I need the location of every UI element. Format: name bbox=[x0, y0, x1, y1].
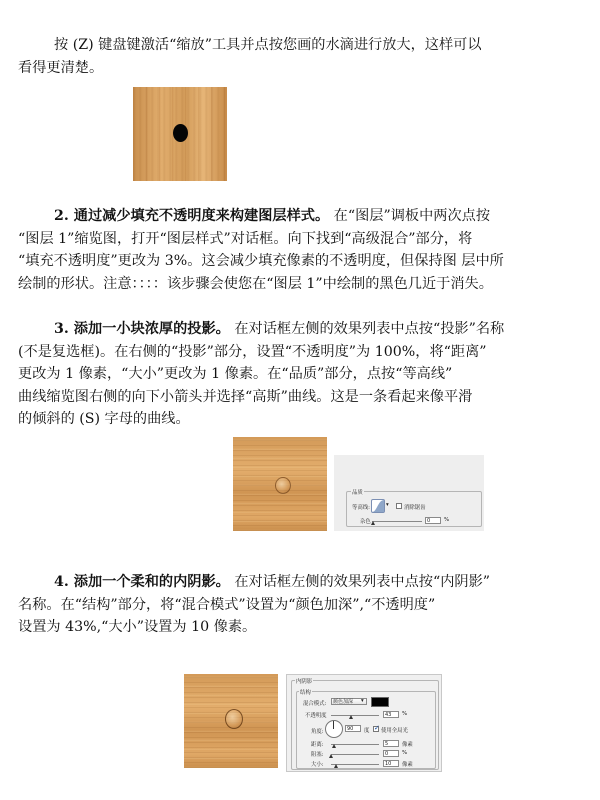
step2-paragraph bbox=[18, 205, 584, 295]
distance-label: 距离: bbox=[311, 742, 324, 748]
opacity-input[interactable]: 43 bbox=[383, 711, 399, 718]
contour-label: 等高线: bbox=[352, 505, 370, 511]
angle-input[interactable]: 90 bbox=[345, 725, 361, 732]
blend-mode-select[interactable]: 颜色加深 bbox=[331, 698, 367, 705]
angle-dial-needle bbox=[333, 721, 334, 729]
step3-line-3: 更改为 1 像素，“大小”更改为 1 像素。在“品质”部分，点按“等高线” bbox=[18, 366, 453, 383]
noise-slider[interactable] bbox=[372, 521, 422, 522]
step3-line-4: 曲线缩览图右侧的向下小箭头并选择“高斯”曲线。这是一条看起来像平滑 bbox=[18, 388, 473, 405]
wood-shadow-image bbox=[233, 437, 327, 531]
inner-shadow-panel bbox=[286, 674, 442, 772]
choke-input[interactable]: 0 bbox=[383, 750, 399, 757]
step2-heading: 2. 通过减少填充不透明度来构建图层样式。 bbox=[54, 208, 330, 224]
size-slider[interactable] bbox=[331, 764, 379, 765]
angle-dial[interactable] bbox=[325, 720, 343, 738]
opacity-label: 不透明度 bbox=[305, 713, 327, 719]
antialias-checkbox[interactable] bbox=[396, 503, 402, 509]
antialias-label: 消除锯齿 bbox=[404, 505, 426, 511]
opacity-slider[interactable] bbox=[331, 715, 379, 716]
step2-line-1: 在“图层”调板中两次点按 bbox=[329, 208, 491, 224]
inner-shadow-title: 内阴影 bbox=[296, 679, 313, 685]
choke-slider[interactable] bbox=[331, 754, 379, 755]
blend-mode-label: 混合模式: bbox=[303, 701, 327, 707]
contour-thumbnail[interactable] bbox=[371, 499, 385, 513]
intro-paragraph bbox=[18, 34, 584, 79]
step2-line-3: “填充不透明度”更改为 3%。这会减少填充像素的不透明度，但保持图 层中所 bbox=[18, 253, 504, 270]
wood-drop-image bbox=[133, 87, 227, 181]
global-light-checkbox[interactable] bbox=[373, 726, 379, 732]
size-slider-knob[interactable] bbox=[334, 764, 338, 768]
step3-paragraph bbox=[18, 318, 584, 431]
contour-dropdown-arrow[interactable]: ▾ bbox=[386, 502, 389, 508]
step3-line-2: (不是复选框)。在右侧的“投影”部分，设置“不透明度”为 100%，将“距离” bbox=[18, 343, 487, 360]
water-droplet bbox=[275, 477, 291, 494]
noise-unit: % bbox=[444, 517, 450, 523]
size-input[interactable]: 10 bbox=[383, 760, 399, 767]
choke-label: 阻塞: bbox=[311, 752, 324, 758]
opacity-unit: % bbox=[402, 711, 408, 717]
inner-shadow-droplet bbox=[225, 709, 243, 729]
angle-label: 角度: bbox=[311, 729, 324, 735]
step4-line-1: 在对话框左侧的效果列表中点按“内阴影” bbox=[229, 574, 491, 590]
step2-line-2: “图层 1”缩览图，打开“图层样式”对话框。向下找到“高级混合”部分，将 bbox=[18, 230, 473, 247]
choke-slider-knob[interactable] bbox=[329, 754, 333, 758]
step4-heading: 4. 添加一个柔和的内阴影。 bbox=[54, 574, 230, 590]
size-label: 大小: bbox=[311, 762, 324, 768]
step4-line-2: 名称。在“结构”部分，将“混合模式”设置为“颜色加深”,“不透明度” bbox=[18, 596, 436, 613]
angle-unit: 度 bbox=[364, 728, 370, 734]
choke-unit: % bbox=[402, 750, 408, 756]
step2-line-4: 绘制的形状。注意：：：：该步骤会使您在“图层 1”中绘制的黑色几近于消失。 bbox=[18, 275, 493, 292]
step3-line-1: 在对话框左侧的效果列表中点按“投影”名称 bbox=[229, 321, 505, 337]
intro-line-1: 按 (Z) 键盘键激活“缩放”工具并点按您画的水滴进行放大，这样可以 bbox=[54, 37, 482, 53]
wood-inner-shadow-image bbox=[184, 674, 278, 768]
step3-heading: 3. 添加一小块浓厚的投影。 bbox=[54, 321, 230, 337]
distance-input[interactable]: 5 bbox=[383, 740, 399, 747]
black-drop bbox=[173, 124, 188, 142]
noise-input[interactable]: 0 bbox=[425, 517, 441, 524]
intro-line-2: 看得更清楚。 bbox=[18, 59, 104, 76]
size-unit: 像素 bbox=[402, 762, 413, 768]
quality-panel bbox=[334, 455, 484, 531]
noise-slider-knob[interactable] bbox=[371, 521, 375, 525]
blend-mode-dropdown-icon: ▾ bbox=[361, 698, 364, 704]
step3-line-5: 的倾斜的 (S) 字母的曲线。 bbox=[18, 411, 190, 428]
step4-paragraph bbox=[18, 571, 584, 639]
shadow-color-swatch[interactable] bbox=[371, 697, 389, 707]
contour-curve-icon bbox=[372, 500, 384, 512]
distance-unit: 像素 bbox=[402, 742, 413, 748]
quality-group-title: 品质 bbox=[352, 490, 363, 496]
distance-slider[interactable] bbox=[331, 744, 379, 745]
structure-title: 结构 bbox=[300, 690, 311, 696]
step4-line-3: 设置为 43%,“大小”设置为 10 像素。 bbox=[18, 619, 257, 636]
opacity-slider-knob[interactable] bbox=[349, 715, 353, 719]
global-light-label: 使用全局光 bbox=[381, 728, 408, 734]
distance-slider-knob[interactable] bbox=[332, 744, 336, 748]
noise-label: 杂色 bbox=[360, 519, 371, 525]
